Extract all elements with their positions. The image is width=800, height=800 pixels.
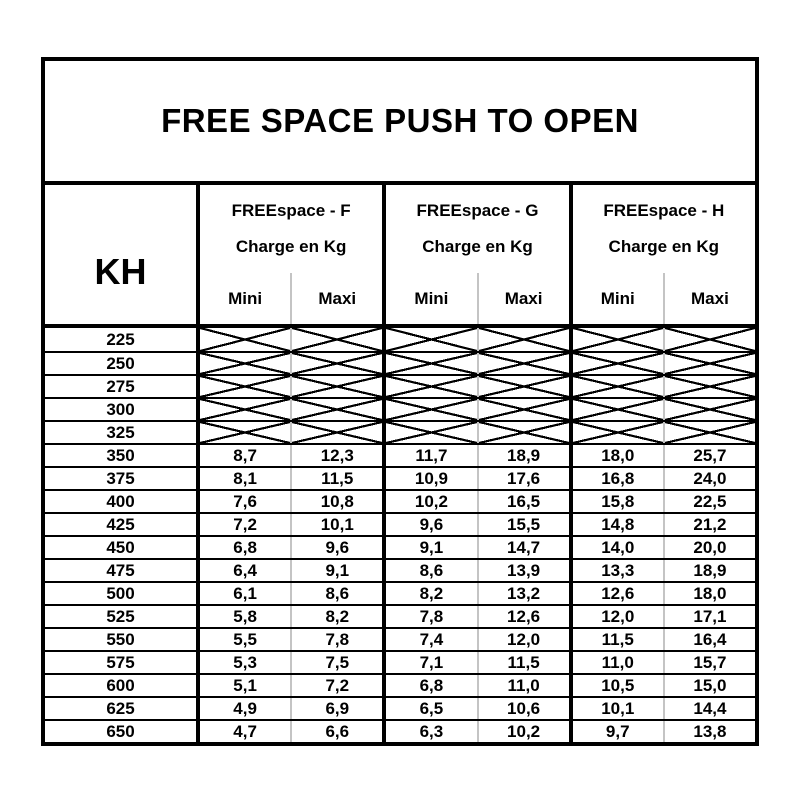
value-cell: 11,0 [601,652,634,672]
value-cell: 7,6 [233,491,257,511]
group-subtitle: Charge en Kg [608,237,720,256]
group-cells [382,652,568,673]
group-cells [569,721,755,742]
value-cell: 6,8 [419,675,444,695]
group-cells [382,583,568,604]
value-cell: 14,0 [601,537,635,557]
minmax-header-row [200,273,382,324]
table-row [45,581,755,604]
value-cell: 21,2 [663,514,755,535]
cross-out-icon [573,422,663,443]
value-cell: 10,1 [290,514,382,535]
group-subtitle: Charge en Kg [235,237,347,256]
group-cells [569,537,755,558]
group-cells [382,514,568,535]
table-row [45,443,755,466]
group-cells [569,675,755,696]
value-cell: 16,4 [663,629,755,650]
cross-out-icon [386,328,476,351]
group-cells [196,537,382,558]
value-cell: 25,7 [663,445,755,466]
group-cells [382,721,568,742]
cross-out-icon [200,353,290,374]
value-cell: 10,2 [414,491,448,511]
group-header-g [382,185,568,324]
kh-cell: 325 [106,422,135,442]
value-cell: 6,6 [290,721,382,742]
cross-out-icon [573,399,663,420]
cross-out-icon [663,353,755,374]
group-cells [196,514,382,535]
value-cell: 7,1 [419,652,444,672]
value-cell: 14,8 [601,514,635,534]
value-cell: 10,8 [290,491,382,512]
kh-cell: 425 [106,514,135,534]
kh-cell: 600 [106,675,135,695]
group-cells [569,376,755,397]
table-row [45,719,755,742]
value-cell: 16,8 [601,468,635,488]
kh-cell: 250 [106,353,135,373]
value-cell: 10,6 [477,698,569,719]
value-cell: 12,6 [477,606,569,627]
cross-out-icon [386,422,476,443]
value-cell: 20,0 [663,537,755,558]
table-row [45,558,755,581]
kh-cell: 375 [106,468,135,488]
kh-header-cell: KH [94,250,147,292]
group-cells [382,422,568,443]
value-cell: 13,9 [477,560,569,581]
value-cell: 24,0 [663,468,755,489]
value-cell: 15,0 [663,675,755,696]
group-cells [569,445,755,466]
kh-cell: 450 [106,537,135,557]
value-cell: 9,7 [605,721,630,741]
value-cell: 9,1 [419,537,444,557]
kh-cell: 300 [106,399,135,419]
value-cell: 14,4 [663,698,755,719]
group-cells [196,491,382,512]
table-row [45,535,755,558]
group-name: FREEspace - H [603,201,725,220]
kh-cell: 475 [106,560,135,580]
cross-out-icon [663,422,755,443]
value-cell: 13,2 [477,583,569,604]
table-body [45,328,755,742]
value-cell: 14,7 [477,537,569,558]
value-cell: 12,6 [601,583,635,603]
kh-cell: 575 [106,652,135,672]
group-cells [382,468,568,489]
table-row [45,328,755,351]
col-header-mini: Mini [228,288,263,308]
load-capacity-table [41,57,759,746]
value-cell: 6,8 [233,537,257,557]
group-cells [196,445,382,466]
cross-out-icon [200,399,290,420]
value-cell: 8,2 [290,606,382,627]
cross-out-icon [663,399,755,420]
cross-out-icon [386,399,476,420]
group-cells [382,675,568,696]
cross-out-icon [477,422,569,443]
value-cell: 5,5 [233,629,257,649]
group-cells [382,698,568,719]
value-cell: 7,4 [419,629,444,649]
table-row [45,351,755,374]
table-row [45,420,755,443]
value-cell: 8,1 [233,468,257,488]
col-header-mini: Mini [414,288,449,308]
group-cells [196,583,382,604]
kh-cell: 550 [106,629,135,649]
kh-cell: 225 [106,329,135,349]
value-cell: 4,7 [233,721,257,741]
cross-out-icon [290,328,382,351]
col-header-maxi: Maxi [477,273,569,324]
value-cell: 11,0 [477,675,569,696]
value-cell: 8,7 [233,445,257,465]
table-row [45,650,755,673]
cross-out-icon [573,376,663,397]
cross-out-icon [477,353,569,374]
value-cell: 9,6 [419,514,444,534]
value-cell: 10,5 [601,675,635,695]
group-header-h [569,185,755,324]
value-cell: 7,8 [419,606,444,626]
cross-out-icon [290,353,382,374]
col-header-mini: Mini [600,288,635,308]
value-cell: 10,1 [601,698,635,718]
table-row [45,489,755,512]
group-cells [569,606,755,627]
group-name: FREEspace - F [231,201,351,220]
group-cells [569,698,755,719]
value-cell: 5,1 [233,675,257,695]
cross-out-icon [200,376,290,397]
minmax-header-row [573,273,755,324]
group-cells [569,353,755,374]
value-cell: 15,7 [663,652,755,673]
value-cell: 6,1 [233,583,257,603]
group-subtitle: Charge en Kg [422,237,533,256]
value-cell: 6,4 [233,560,257,580]
group-cells [382,491,568,512]
group-cells [382,629,568,650]
minmax-header-row [386,273,568,324]
kh-cell: 650 [106,721,135,741]
value-cell: 7,8 [290,629,382,650]
group-cells [196,353,382,374]
cross-out-icon [663,376,755,397]
value-cell: 18,0 [663,583,755,604]
kh-cell: 400 [106,491,135,511]
value-cell: 8,6 [419,560,444,580]
table-row [45,627,755,650]
value-cell: 15,8 [601,491,635,511]
group-cells [196,606,382,627]
kh-cell: 500 [106,583,135,603]
table-row [45,673,755,696]
group-cells [569,629,755,650]
value-cell: 10,2 [477,721,569,742]
value-cell: 7,2 [233,514,257,534]
value-cell: 6,9 [290,698,382,719]
cross-out-icon [386,376,476,397]
cross-out-icon [200,328,290,351]
table-row [45,397,755,420]
group-cells [569,468,755,489]
col-header-maxi: Maxi [290,273,382,324]
value-cell: 11,5 [290,468,382,489]
cross-out-icon [290,399,382,420]
cross-out-icon [663,328,755,351]
table-title: FREE SPACE PUSH TO OPEN [45,61,755,185]
table-header [45,185,755,328]
kh-cell: 525 [106,606,135,626]
value-cell: 7,2 [290,675,382,696]
value-cell: 22,5 [663,491,755,512]
cross-out-icon [573,353,663,374]
cross-out-icon [290,376,382,397]
value-cell: 15,5 [477,514,569,535]
value-cell: 8,6 [290,583,382,604]
cross-out-icon [386,353,476,374]
group-cells [569,652,755,673]
group-cells [196,468,382,489]
value-cell: 5,8 [233,606,257,626]
value-cell: 18,9 [663,560,755,581]
kh-cell: 275 [106,376,135,396]
cross-out-icon [290,422,382,443]
group-cells [569,514,755,535]
group-cells [196,652,382,673]
group-cells [569,491,755,512]
group-cells [382,560,568,581]
col-header-maxi: Maxi [663,273,755,324]
group-cells [196,376,382,397]
group-header-f [196,185,382,324]
value-cell: 8,2 [419,583,444,603]
value-cell: 11,5 [601,629,634,649]
value-cell: 13,8 [663,721,755,742]
group-cells [382,399,568,420]
value-cell: 12,0 [477,629,569,650]
cross-out-icon [477,328,569,351]
group-cells [569,399,755,420]
group-cells [569,422,755,443]
group-cells [569,328,755,351]
value-cell: 5,3 [233,652,257,672]
value-cell: 13,3 [601,560,635,580]
cross-out-icon [200,422,290,443]
value-cell: 11,5 [477,652,569,673]
group-cells [196,422,382,443]
group-cells [382,537,568,558]
table-row [45,696,755,719]
table-row [45,512,755,535]
group-cells [196,698,382,719]
table-row [45,374,755,397]
value-cell: 6,5 [419,698,444,718]
group-cells [382,376,568,397]
group-cells [196,328,382,351]
value-cell: 6,3 [419,721,444,741]
value-cell: 16,5 [477,491,569,512]
group-cells [196,560,382,581]
group-cells [382,606,568,627]
value-cell: 9,6 [290,537,382,558]
cross-out-icon [477,399,569,420]
group-cells [382,445,568,466]
value-cell: 17,1 [663,606,755,627]
group-cells [196,721,382,742]
value-cell: 4,9 [233,698,257,718]
group-cells [382,328,568,351]
group-name: FREEspace - G [416,201,539,220]
cross-out-icon [477,376,569,397]
group-cells [382,353,568,374]
value-cell: 12,0 [601,606,635,626]
group-cells [569,560,755,581]
table-row [45,604,755,627]
value-cell: 18,0 [601,445,635,465]
value-cell: 11,7 [415,445,448,465]
value-cell: 17,6 [477,468,569,489]
kh-cell: 350 [106,445,135,465]
value-cell: 7,5 [290,652,382,673]
group-cells [569,583,755,604]
cross-out-icon [573,328,663,351]
group-cells [196,399,382,420]
value-cell: 12,3 [290,445,382,466]
value-cell: 10,9 [414,468,448,488]
value-cell: 9,1 [290,560,382,581]
table-row [45,466,755,489]
group-cells [196,629,382,650]
value-cell: 18,9 [477,445,569,466]
group-cells [196,675,382,696]
kh-cell: 625 [106,698,135,718]
